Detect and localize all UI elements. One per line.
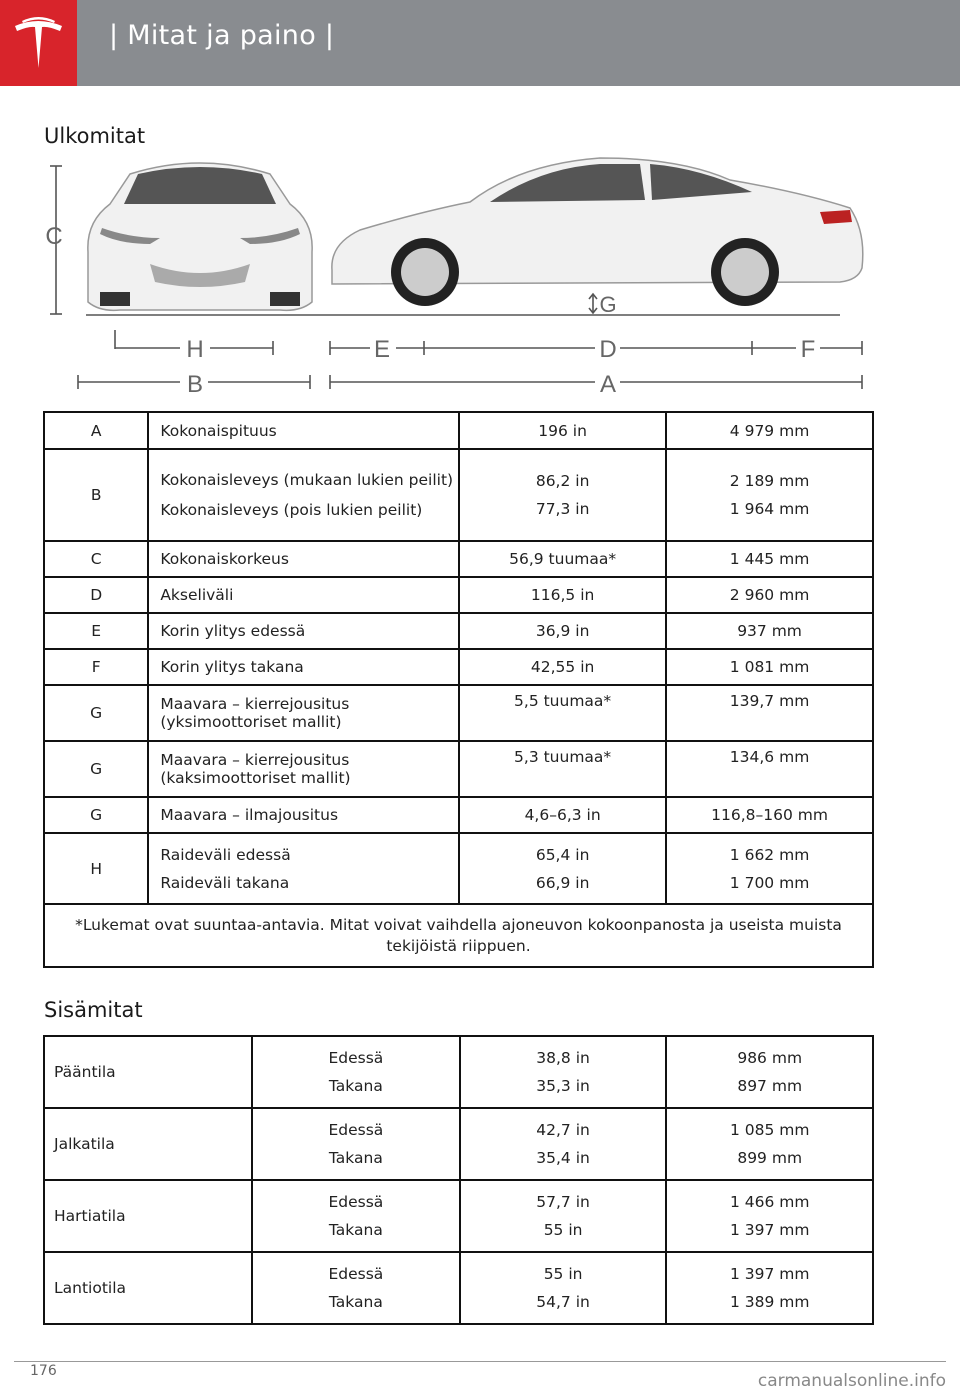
dimension-description xyxy=(148,685,459,741)
cell-line: 1 085 mm xyxy=(729,1121,810,1139)
dimension-letter: D xyxy=(44,577,148,613)
value-inches xyxy=(459,541,666,577)
exterior-section-title: Ulkomitat xyxy=(44,124,146,148)
cell-line: 4 979 mm xyxy=(729,421,810,440)
dimension-letter: H xyxy=(44,833,148,904)
space-name: Pääntila xyxy=(44,1036,252,1108)
cell-line: 65,4 in xyxy=(535,845,590,864)
cell-line: 1 397 mm xyxy=(729,1265,810,1283)
tesla-logo-icon xyxy=(0,0,77,86)
cell-line: 937 mm xyxy=(737,622,802,640)
cell-line: 2 960 mm xyxy=(729,586,810,604)
cell-line: 1 964 mm xyxy=(729,500,810,518)
dimensions-diagram xyxy=(40,152,880,400)
cell-line: Maavara – kierrejousitus (yksimoottoriset mallit) xyxy=(160,695,350,731)
cell-line: Kokonaisleveys (pois lukien peilit) xyxy=(160,501,423,519)
table-row xyxy=(44,1180,873,1252)
dimension-description xyxy=(148,649,459,685)
footer-divider xyxy=(14,1361,946,1362)
cell-line: 986 mm xyxy=(737,1049,803,1067)
dimension-description xyxy=(148,741,459,797)
value-millimeters xyxy=(666,649,873,685)
value-inches xyxy=(459,577,666,613)
cell-line: Raideväli edessä xyxy=(160,845,291,864)
value-millimeters xyxy=(666,1108,873,1180)
value-inches xyxy=(459,797,666,833)
space-name: Jalkatila xyxy=(44,1108,252,1180)
table-row xyxy=(44,797,873,833)
dimension-letter: G xyxy=(44,685,148,741)
seat-position xyxy=(252,1180,460,1252)
cell-line: Maavara – kierrejousitus (kaksimoottoriset mallit) xyxy=(160,751,351,787)
cell-line: 35,3 in xyxy=(536,1077,590,1095)
diagram-label-f: F xyxy=(800,336,816,363)
cell-line: Kokonaisleveys (mukaan lukien peilit) xyxy=(160,471,454,489)
diagram-label-g: G xyxy=(599,292,617,317)
table-row xyxy=(44,412,873,449)
cell-line: 1 662 mm xyxy=(729,845,810,864)
page-title: | Mitat ja paino | xyxy=(109,20,335,51)
dimension-description xyxy=(148,412,459,449)
table-row xyxy=(44,1252,873,1324)
value-inches xyxy=(459,613,666,649)
cell-line: 196 in xyxy=(538,421,587,440)
value-millimeters xyxy=(666,1180,873,1252)
cell-line: Korin ylitys edessä xyxy=(160,622,306,640)
table-row xyxy=(44,541,873,577)
cell-line: Takana xyxy=(328,1077,383,1095)
dimension-letter: A xyxy=(44,412,148,449)
table-row xyxy=(44,833,873,904)
cell-line: Kokonaispituus xyxy=(160,421,277,440)
dimension-letter: G xyxy=(44,741,148,797)
cell-line: 38,8 in xyxy=(536,1049,590,1067)
cell-line: 1 389 mm xyxy=(729,1293,810,1311)
table-row xyxy=(44,649,873,685)
cell-line: Takana xyxy=(328,1293,383,1311)
interior-section-title: Sisämitat xyxy=(44,998,143,1022)
diagram-label-c: C xyxy=(45,223,63,250)
footnote: *Lukemat ovat suuntaa-antavia. Mitat voivat vaihdella ajoneuvon kokoonpanosta ja useista muista tekijöistä riippuen. xyxy=(44,904,873,967)
interior-dimensions-table xyxy=(43,1035,874,1325)
dimension-description xyxy=(148,577,459,613)
cell-line: 116,8–160 mm xyxy=(711,806,828,824)
value-millimeters xyxy=(666,1036,873,1108)
cell-line: 1 700 mm xyxy=(729,873,810,892)
diagram-label-e: E xyxy=(373,336,391,363)
dimension-letter: C xyxy=(44,541,148,577)
cell-line: Korin ylitys takana xyxy=(160,658,304,676)
dimension-description xyxy=(148,613,459,649)
diagram-label-a: A xyxy=(599,371,617,398)
dimension-letter: F xyxy=(44,649,148,685)
value-millimeters xyxy=(666,833,873,904)
value-millimeters xyxy=(666,685,873,741)
cell-line: 57,7 in xyxy=(536,1193,590,1211)
cell-line: Edessä xyxy=(328,1265,384,1283)
space-name: Hartiatila xyxy=(44,1180,252,1252)
value-millimeters xyxy=(666,797,873,833)
seat-position xyxy=(252,1036,460,1108)
cell-line: 42,7 in xyxy=(536,1121,590,1139)
value-inches xyxy=(459,685,666,741)
cell-line: 5,5 tuumaa* xyxy=(514,692,612,710)
cell-line: Takana xyxy=(328,1149,383,1167)
table-row xyxy=(44,577,873,613)
cell-line: Takana xyxy=(328,1221,383,1239)
footnote-row xyxy=(44,904,873,967)
value-inches xyxy=(460,1252,667,1324)
cell-line: 56,9 tuumaa* xyxy=(509,550,617,568)
exterior-dimensions-table xyxy=(43,411,874,968)
dimension-description xyxy=(148,541,459,577)
cell-line: Maavara – ilmajousitus xyxy=(160,806,339,824)
cell-line: Edessä xyxy=(328,1193,384,1211)
brand-logo xyxy=(0,0,77,86)
table-row xyxy=(44,685,873,741)
table-row xyxy=(44,613,873,649)
value-millimeters xyxy=(666,412,873,449)
car-front-view-icon xyxy=(88,163,312,310)
diagram-label-h: H xyxy=(186,336,204,363)
cell-line: Edessä xyxy=(328,1049,384,1067)
dimension-letter: G xyxy=(44,797,148,833)
cell-line: 899 mm xyxy=(737,1149,803,1167)
table-row xyxy=(44,1036,873,1108)
cell-line: 4,6–6,3 in xyxy=(524,806,601,824)
diagram-label-b: B xyxy=(186,371,204,398)
cell-line: 54,7 in xyxy=(536,1293,590,1311)
value-inches xyxy=(459,741,666,797)
value-inches xyxy=(460,1036,667,1108)
cell-line: Edessä xyxy=(328,1121,384,1139)
cell-line: 36,9 in xyxy=(535,622,590,640)
table-row xyxy=(44,1108,873,1180)
value-inches xyxy=(460,1108,667,1180)
cell-line: 1 466 mm xyxy=(729,1193,810,1211)
dimension-description xyxy=(148,449,459,541)
watermark: carmanualsonline.info xyxy=(757,1371,946,1391)
cell-line: 55 in xyxy=(543,1221,583,1239)
cell-line: 1 397 mm xyxy=(729,1221,810,1239)
page-number: 176 xyxy=(30,1363,57,1379)
value-inches xyxy=(459,649,666,685)
page-header xyxy=(0,0,960,86)
cell-line: 134,6 mm xyxy=(729,748,810,766)
seat-position xyxy=(252,1252,460,1324)
value-millimeters xyxy=(666,741,873,797)
dimension-description xyxy=(148,833,459,904)
cell-line: 55 in xyxy=(543,1265,583,1283)
cell-line: 116,5 in xyxy=(530,586,595,604)
value-millimeters xyxy=(666,1252,873,1324)
cell-line: 77,3 in xyxy=(535,500,590,518)
value-inches xyxy=(459,833,666,904)
value-millimeters xyxy=(666,449,873,541)
value-millimeters xyxy=(666,613,873,649)
value-inches xyxy=(459,412,666,449)
value-inches xyxy=(459,449,666,541)
cell-line: 5,3 tuumaa* xyxy=(514,748,612,766)
table-row xyxy=(44,741,873,797)
dimension-description xyxy=(148,797,459,833)
cell-line: 86,2 in xyxy=(535,472,590,490)
value-millimeters xyxy=(666,577,873,613)
cell-line: 2 189 mm xyxy=(729,472,810,490)
dimension-letter: B xyxy=(44,449,148,541)
cell-line: 66,9 in xyxy=(535,873,590,892)
value-millimeters xyxy=(666,541,873,577)
cell-line: 139,7 mm xyxy=(729,692,810,710)
cell-line: 1 081 mm xyxy=(729,658,810,676)
car-side-view-icon xyxy=(332,158,863,306)
cell-line: 42,55 in xyxy=(530,658,595,676)
table-row xyxy=(44,449,873,541)
space-name: Lantiotila xyxy=(44,1252,252,1324)
diagram-label-d: D xyxy=(599,336,617,363)
seat-position xyxy=(252,1108,460,1180)
cell-line: Raideväli takana xyxy=(160,873,290,892)
cell-line: 1 445 mm xyxy=(729,550,810,568)
cell-line: Akseliväli xyxy=(160,586,234,604)
cell-line: 35,4 in xyxy=(536,1149,590,1167)
value-inches xyxy=(460,1180,667,1252)
dimension-letter: E xyxy=(44,613,148,649)
cell-line: Kokonaiskorkeus xyxy=(160,550,289,568)
cell-line: 897 mm xyxy=(737,1077,803,1095)
